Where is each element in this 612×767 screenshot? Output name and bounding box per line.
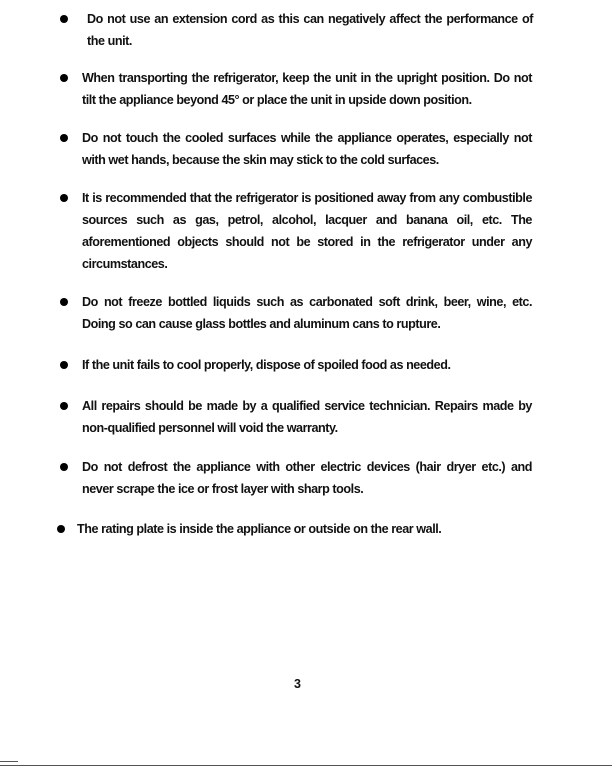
list-item-text: The rating plate is inside the appliance or outside on the rear wall. [77, 522, 442, 536]
bullet-icon [60, 74, 68, 82]
list-item-text: All repairs should be made by a qualified service technician. Repairs made by non-qualified personnel will void the warranty. [82, 399, 532, 435]
list-item-text: If the unit fails to cool properly, dispose of spoiled food as needed. [82, 358, 451, 372]
page-number: 3 [294, 677, 301, 691]
list-item-text: Do not freeze bottled liquids such as carbonated soft drink, beer, wine, etc. Doing so can cause glass bottles and aluminum cans to rupture. [82, 295, 532, 331]
bullet-icon [60, 194, 68, 202]
list-item-text: Do not defrost the appliance with other electric devices (hair dryer etc.) and never scrape the ice or frost layer with sharp tools. [82, 460, 532, 496]
bullet-icon [57, 525, 65, 533]
footer-divider [0, 765, 612, 766]
list-item-text: Do not use an extension cord as this can negatively affect the performance of the unit. [87, 12, 533, 48]
bullet-icon [60, 15, 68, 23]
bullet-icon [60, 361, 68, 369]
bullet-icon [60, 134, 68, 142]
list-item-text: When transporting the refrigerator, keep the unit in the upright position. Do not tilt the appliance beyond 45° or place the unit in upside down position. [82, 71, 532, 107]
footer-mark [0, 761, 18, 762]
bullet-icon [60, 298, 68, 306]
bullet-icon [60, 402, 68, 410]
list-item-text: It is recommended that the refrigerator is positioned away from any combustible sources such as gas, petrol, alcohol, lacquer and banana oil, etc. The aforementioned objects should not be stored in the refrigerator under any circumstances. [82, 191, 532, 271]
bullet-icon [60, 463, 68, 471]
list-item-text: Do not touch the cooled surfaces while the appliance operates, especially not with wet hands, because the skin may stick to the cold surfaces. [82, 131, 532, 167]
